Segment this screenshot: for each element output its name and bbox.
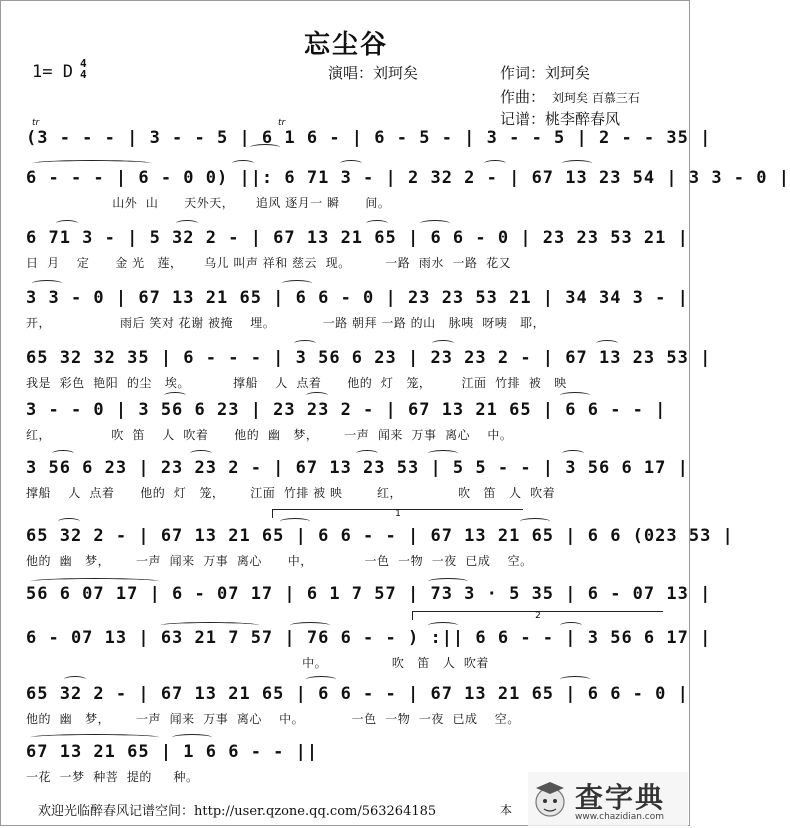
slur: [232, 160, 254, 167]
watermark-name: 查字典: [575, 781, 666, 814]
volta-bracket-1: [272, 509, 523, 518]
trill-mark-2: tr: [278, 118, 286, 128]
notation-line: 65 32 32 35 | 6 - - - | 3 56 6 23 | 23 23 2 - | 67 13 23 53 |: [26, 348, 712, 368]
footer-link-text: 欢迎光临醉春风记谱空间：http://user.qzone.qq.com/563264185: [38, 804, 437, 819]
notation-line: 67 13 21 65 | 1 6 6 - - ||: [26, 742, 319, 762]
volta-number: 2: [535, 611, 541, 621]
slur: [56, 220, 78, 227]
slur: [30, 578, 160, 585]
slur: [432, 340, 454, 347]
notation-line: 6 71 3 - | 5 32 2 - | 67 13 21 65 | 6 6 - 0 | 23 23 53 21 |: [26, 228, 689, 248]
slur: [420, 220, 450, 227]
lyric-line: 中。 吹 笛 人 吹着: [26, 656, 489, 670]
corner-text: 本: [500, 803, 513, 817]
composer-names: 刘珂矣 百慕三石: [552, 91, 640, 105]
slur: [164, 392, 186, 399]
lyric-line: 他的 幽 梦， 一声 闻来 万事 离心 中。 一色 一物 一夜 已成 空。: [26, 712, 520, 726]
time-signature: [80, 58, 87, 80]
notation-line: 56 6 07 17 | 6 - 07 17 | 6 1 7 57 | 73 3 · 5 35 | 6 - 07 13 |: [26, 584, 712, 604]
notation-line: 3 3 - 0 | 67 13 21 65 | 6 6 - 0 | 23 23 53 21 | 34 34 3 - |: [26, 288, 689, 308]
lyric-line: 红， 吹 笛 人 吹着 他的 幽 梦， 一声 闻来 万事 离心 中。: [26, 428, 513, 442]
time-signature-top: 4: [80, 57, 87, 70]
volta-bracket-2: [412, 611, 663, 620]
trill-mark: tr: [32, 118, 40, 128]
slur: [428, 622, 458, 629]
slur: [520, 518, 550, 525]
notation-line: 3 56 6 23 | 23 23 2 - | 67 13 23 53 | 5 5 - - | 3 56 6 17 |: [26, 458, 689, 478]
slur: [52, 450, 74, 457]
volta-number: 1: [395, 509, 401, 519]
slur: [282, 280, 312, 287]
slur: [190, 450, 212, 457]
slur: [160, 622, 260, 629]
slur: [560, 676, 590, 683]
slur: [280, 518, 310, 525]
slur: [340, 160, 362, 167]
slur: [64, 676, 86, 683]
lyric-line: 日 月 定 金 光 莲， 乌儿 叫声 祥和 慈云 现。 一路 雨水 一路 花又: [26, 256, 512, 270]
lyric-line: 山外 山 天外天， 追风 逐月一 瞬 间。: [26, 196, 391, 210]
lyric-line: 开， 雨后 笑对 花谢 被掩 埋。 一路 朝拜 一路 的山 脉咦 呀咦 耶，: [26, 316, 546, 330]
notation-line: 6 - - - | 6 - 0 0) ||: 6 71 3 - | 2 32 2 - | 67 13 23 54 | 3 3 - 0 |: [26, 168, 790, 188]
slur: [172, 734, 212, 741]
notation-line: 65 32 2 - | 67 13 21 65 | 6 6 - - | 67 13 21 65 | 6 6 - 0 |: [26, 684, 689, 704]
song-title: 忘尘谷: [303, 30, 388, 60]
watermark-url: www.chazidian.com: [575, 812, 665, 822]
lyricist-credit: 作词：刘珂矣: [500, 64, 591, 82]
notation-line: 6 - 07 13 | 63 21 7 57 | 76 6 - - ) :|| 6 6 - - | 3 56 6 17 |: [26, 628, 712, 648]
slur: [428, 578, 468, 585]
slur: [294, 340, 316, 347]
notation-line: 3 - - 0 | 3 56 6 23 | 23 23 2 - | 67 13 21 65 | 6 6 - - |: [26, 400, 667, 420]
notation-line: 65 32 2 - | 67 13 21 65 | 6 6 - - | 67 13 21 65 | 6 6 (023 53 |: [26, 526, 734, 546]
notation-line: (3 - - - | 3 - - 5 | 6 1 6 - | 6 - 5 - | 3 - - 5 | 2 - - 35 |: [26, 128, 712, 148]
slur: [596, 340, 618, 347]
composer-credit: 作曲：: [500, 88, 546, 106]
singer-credit: 演唱：刘珂矣: [328, 64, 419, 82]
slur: [306, 392, 328, 399]
key-signature: 1= D: [32, 62, 73, 82]
slur: [356, 450, 378, 457]
lyric-line: 一花 一梦 种菩 提的 种。: [26, 770, 199, 784]
slur: [560, 622, 582, 629]
slur: [562, 160, 592, 167]
slur: [290, 622, 330, 629]
slur: [32, 280, 62, 287]
slur: [306, 676, 336, 683]
slur: [562, 450, 584, 457]
slur: [560, 392, 590, 399]
slur: [30, 734, 160, 741]
lyric-line: 我是 彩色 艳阳 的尘 埃。 撑船 人 点着 他的 灯 笼， 江面 竹排 被 映: [26, 376, 567, 390]
slur: [484, 160, 506, 167]
slur: [250, 144, 280, 151]
slur: [366, 220, 388, 227]
slur: [176, 220, 198, 227]
lyric-line: 撑船 人 点着 他的 灯 笼， 江面 竹排 被 映 红， 吹 笛 人 吹着: [26, 486, 556, 500]
transcriber-credit: 记谱：桃李醉春风: [500, 110, 621, 128]
time-signature-bottom: 4: [80, 68, 87, 81]
lyric-line: 他的 幽 梦， 一声 闻来 万事 离心 中， 一色 一物 一夜 已成 空。: [26, 554, 533, 568]
slur: [428, 450, 458, 457]
slur: [58, 518, 80, 525]
